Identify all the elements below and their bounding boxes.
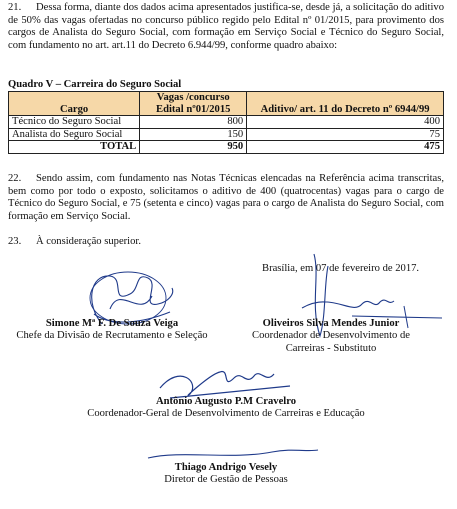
paragraph-number: 22. bbox=[8, 173, 22, 184]
place-date: Brasília, em 07 de fevereiro de 2017. bbox=[262, 263, 420, 274]
signer-role: Coordenador de Desenvolvimento de Carreiras - Substituto bbox=[252, 330, 410, 354]
signer-role: Diretor de Gestão de Pessoas bbox=[164, 474, 288, 486]
paragraph-text: Dessa forma, diante dos dados acima apresentados justifica-se, desde já, a solicitação do aditivo de 50% das vagas ofertadas no concurso público regido pelo Edital nº 01/2015, para provimento dos cargos de Analista do Seguro Social, com formação em Serviço Social e Técnico do Seguro Social, com fundamento no art. art.11 do Decreto 6.944/99, conforme quadro abaixo: bbox=[8, 2, 444, 51]
cell-total-label: TOTAL bbox=[9, 141, 140, 154]
signature-block-3 bbox=[8, 396, 444, 421]
signer-role: Chefe da Divisão de Recrutamento e Seleção bbox=[16, 330, 208, 342]
cell-cargo: Analista do Seguro Social bbox=[9, 128, 140, 141]
signer-name: Simone Mª F. De Souza Veiga bbox=[45, 318, 179, 329]
table-header-row bbox=[9, 92, 444, 116]
cell-vagas: 800 bbox=[140, 116, 247, 129]
cell-total-aditivo: 475 bbox=[247, 141, 444, 154]
signer-name: Thiago Andrigo Vesely bbox=[174, 462, 278, 473]
signer-role: Coordenador-Geral de Desenvolvimento de Carreiras e Educação bbox=[87, 408, 365, 420]
cell-aditivo: 75 bbox=[247, 128, 444, 141]
signature-block-1 bbox=[8, 318, 216, 343]
header-aditivo: Aditivo/ art. 11 do Decreto nº 6944/99 bbox=[247, 92, 444, 116]
paragraph-22 bbox=[8, 173, 444, 223]
paragraph-number: 21. bbox=[8, 2, 22, 13]
table-row bbox=[9, 116, 444, 129]
paragraph-text: Sendo assim, com fundamento nas Notas Técnicas elencadas na Referência acima transcritas, bem como por todo o exposto, solicitamos o aditivo de 400 (quatrocentas) vagas para o cargo de Técnico do Seguro Social, e 75 (setenta e cinco) vagas para o cargo de Analista do Seguro Social, com formação em Serviço Social. bbox=[8, 173, 444, 222]
cell-cargo: Técnico do Seguro Social bbox=[9, 116, 140, 129]
signer-name: Antônio Augusto P.M Cravelro bbox=[155, 396, 297, 407]
signer-name: Oliveiros Silva Mendes Junior bbox=[262, 318, 400, 329]
cell-total-vagas: 950 bbox=[140, 141, 247, 154]
table-row bbox=[9, 128, 444, 141]
paragraph-number: 23. bbox=[8, 236, 22, 247]
table-title: Quadro V – Carreira do Seguro Social bbox=[8, 79, 182, 90]
paragraph-text: À consideração superior. bbox=[36, 236, 142, 247]
table-total-row bbox=[9, 141, 444, 154]
header-cargo: Cargo bbox=[9, 92, 140, 116]
career-table bbox=[8, 91, 444, 154]
signature-block-2 bbox=[232, 318, 430, 355]
cell-aditivo: 400 bbox=[247, 116, 444, 129]
header-vagas: Vagas /concurso Edital nº01/2015 bbox=[140, 92, 247, 116]
signature-block-4 bbox=[8, 462, 444, 487]
paragraph-21 bbox=[8, 2, 444, 52]
cell-vagas: 150 bbox=[140, 128, 247, 141]
